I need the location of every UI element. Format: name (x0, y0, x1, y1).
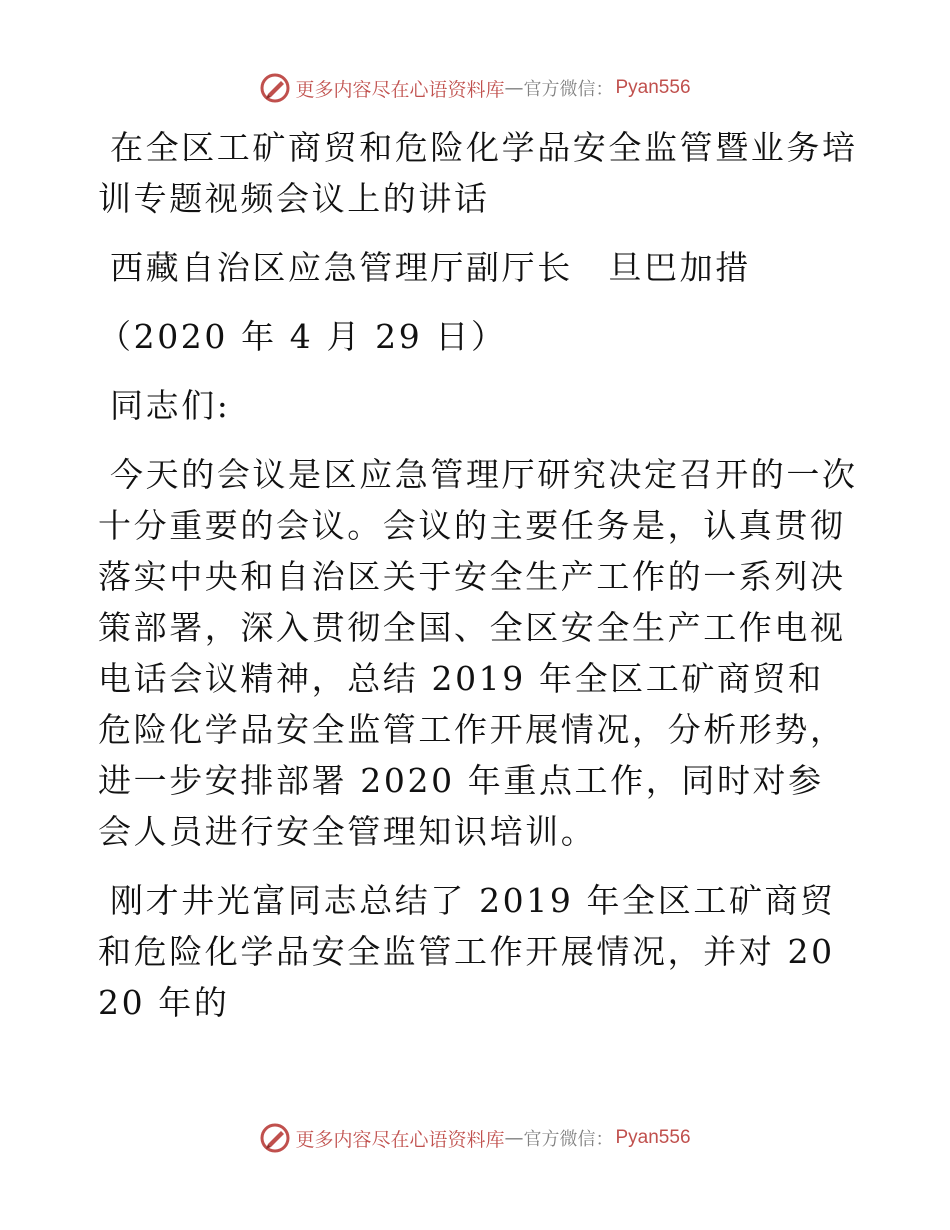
pen-logo-icon (259, 1122, 291, 1154)
watermark-wechat-label: 官方微信： (523, 1129, 614, 1150)
pen-logo-icon (259, 72, 291, 104)
header-watermark (0, 72, 950, 104)
salutation: 同志们: (110, 386, 231, 425)
watermark-separator: — (504, 77, 524, 99)
document-body (98, 122, 858, 1028)
document-title: 在全区工矿商贸和危险化学品安全监管暨业务培训专题视频会议上的讲话 (98, 128, 858, 218)
paragraph-1: 今天的会议是区应急管理厅研究决定召开的一次十分重要的会议。会议的主要任务是，认真贯彻落实中央和自治区关于安全生产工作的一系列决策部署，深入贯彻全国、全区安全生产工作电视电话会议精神，总结 2019 年全区工矿商贸和危险化学品安全监管工作开展情况，分析形势，进一步安排部署 2020 年重点工作，同时对参会人员进行安全管理知识培训。 (98, 455, 858, 851)
watermark-wechat-id: Pyan556 (615, 77, 691, 98)
watermark-text: 更多内容尽在心语资料库 (295, 1128, 505, 1151)
date-line: （2020 年 4 月 29 日） (98, 317, 507, 356)
footer-watermark (0, 1122, 950, 1154)
paragraph-2: 刚才井光富同志总结了 2019 年全区工矿商贸和危险化学品安全监管工作开展情况，并对 2020 年的 (98, 881, 836, 1022)
watermark-wechat-id: Pyan556 (615, 1127, 691, 1148)
watermark-separator: — (504, 1127, 524, 1149)
speaker-line: 西藏自治区应急管理厅副厅长 旦巴加措 (110, 248, 751, 287)
watermark-text: 更多内容尽在心语资料库 (295, 78, 505, 101)
watermark-wechat-label: 官方微信： (523, 79, 614, 100)
